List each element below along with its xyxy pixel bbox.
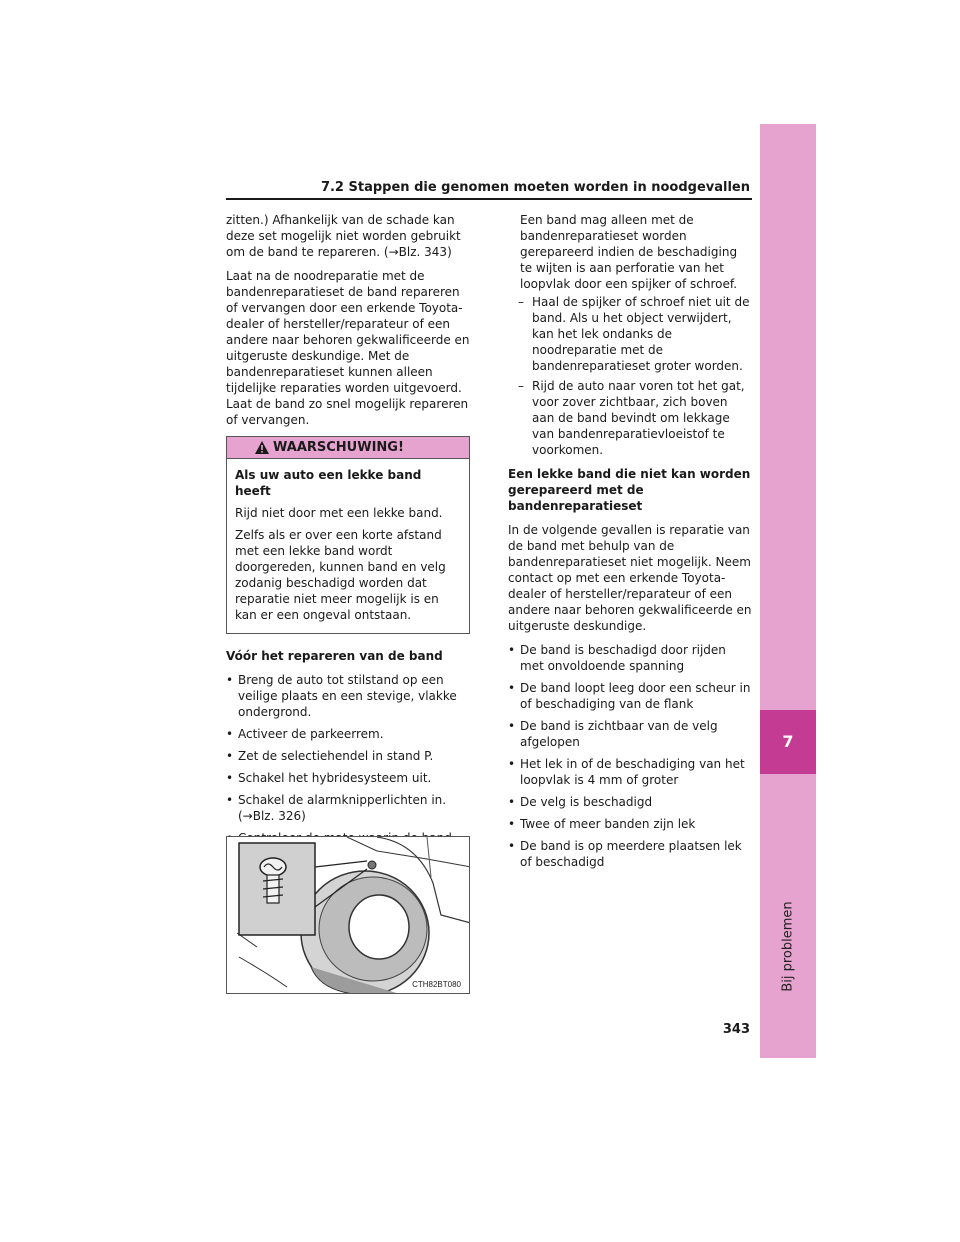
list-item: • Activeer de parkeerrem. (226, 726, 470, 742)
chapter-title (774, 896, 802, 996)
list-item: • De band is zichtbaar van de velg afgelopen (508, 718, 752, 750)
list-item: • Het lek in of de beschadiging van het loopvlak is 4 mm of groter (508, 756, 752, 788)
warning-header (227, 437, 469, 459)
left-column (226, 212, 470, 870)
list-item: – Haal de spijker of schroef niet uit de band. Als u het object verwijdert, kan het lek ondanks de noodreparatie met de bandenreparatieset groter worden. (518, 294, 752, 374)
dash-list (518, 294, 752, 458)
warning-title: WAARSCHUWING! (273, 439, 404, 455)
section-heading: Vóór het repareren van de band (226, 649, 443, 663)
warning-text: Zelfs als er over een korte afstand met een lekke band wordt doorgereden, kunnen band en velg zodanig beschadigd worden dat reparatie niet meer mogelijk is en kan er een ongeval ontstaan. (235, 528, 446, 622)
list-item: • De band loopt leeg door een scheur in of beschadiging van de flank (508, 680, 752, 712)
list-item: • Breng de auto tot stilstand op een veilige plaats en een stevige, vlakke ondergrond. (226, 672, 470, 720)
warning-box (226, 436, 470, 634)
warning-icon (255, 441, 269, 454)
figure-code: CTH82BT080 (412, 980, 461, 989)
list-item: – Rijd de auto naar voren tot het gat, voor zover zichtbaar, zich boven aan de band bevindt om lekkage van bandenreparatievloeistof te voorkomen. (518, 378, 752, 458)
list-item: • Schakel het hybridesysteem uit. (226, 770, 470, 786)
list-item: • De velg is beschadigd (508, 794, 752, 810)
list-item: • De band is op meerdere plaatsen lek of beschadigd (508, 838, 752, 870)
before-list (226, 672, 470, 862)
paragraph: Een band mag alleen met de bandenreparatieset worden gerepareerd indien de beschadiging te wijten is aan perforatie van het loopvlak door een spijker of schroef. (520, 213, 738, 291)
list-item: • Zet de selectiehendel in stand P. (226, 748, 470, 764)
list-item: • Schakel de alarmknipperlichten in. (→Blz. 326) (226, 792, 470, 824)
list-item: • Twee of meer banden zijn lek (508, 816, 752, 832)
chapter-sidebar (760, 124, 816, 1058)
header-rule (226, 198, 752, 200)
list-item: • De band is beschadigd door rijden met onvoldoende spanning (508, 642, 752, 674)
paragraph: zitten.) Afhankelijk van de schade kan deze set mogelijk niet worden gebruikt om de band te repareren. (→Blz. 343) (226, 213, 461, 259)
tire-illustration (226, 836, 470, 994)
chapter-title-text: Bij problemen (780, 900, 796, 992)
warning-subtitle: Als uw auto een lekke band heeft (235, 468, 422, 498)
tire-screw-drawing (227, 837, 470, 994)
warning-body (227, 459, 469, 633)
paragraph: Laat na de noodreparatie met de bandenreparatieset de band repareren of vervangen door een erkende Toyota-dealer of hersteller/reparateur of een andere naar behoren gekwalificeerde en uitgeruste deskundige. Met de bandenreparatieset kunnen alleen tijdelijke reparaties worden uitgevoerd. Laat de band zo snel mogelijk repareren of vervangen. (226, 269, 470, 427)
page-number: 343 (722, 1022, 750, 1037)
right-column (508, 212, 752, 878)
cases-list (508, 642, 752, 870)
warning-text: Rijd niet door met een lekke band. (235, 506, 443, 520)
chapter-number: 7 (760, 710, 816, 774)
paragraph: In de volgende gevallen is reparatie van de band met behulp van de bandenreparatieset niet mogelijk. Neem contact op met een erkende Toyota-dealer of hersteller/reparateur of een andere naar behoren gekwalificeerde en uitgeruste deskundige. (508, 523, 752, 633)
section-heading: Een lekke band die niet kan worden gerepareerd met de bandenreparatieset (508, 467, 751, 513)
section-header: 7.2 Stappen die genomen moeten worden in noodgevallen (320, 180, 750, 195)
